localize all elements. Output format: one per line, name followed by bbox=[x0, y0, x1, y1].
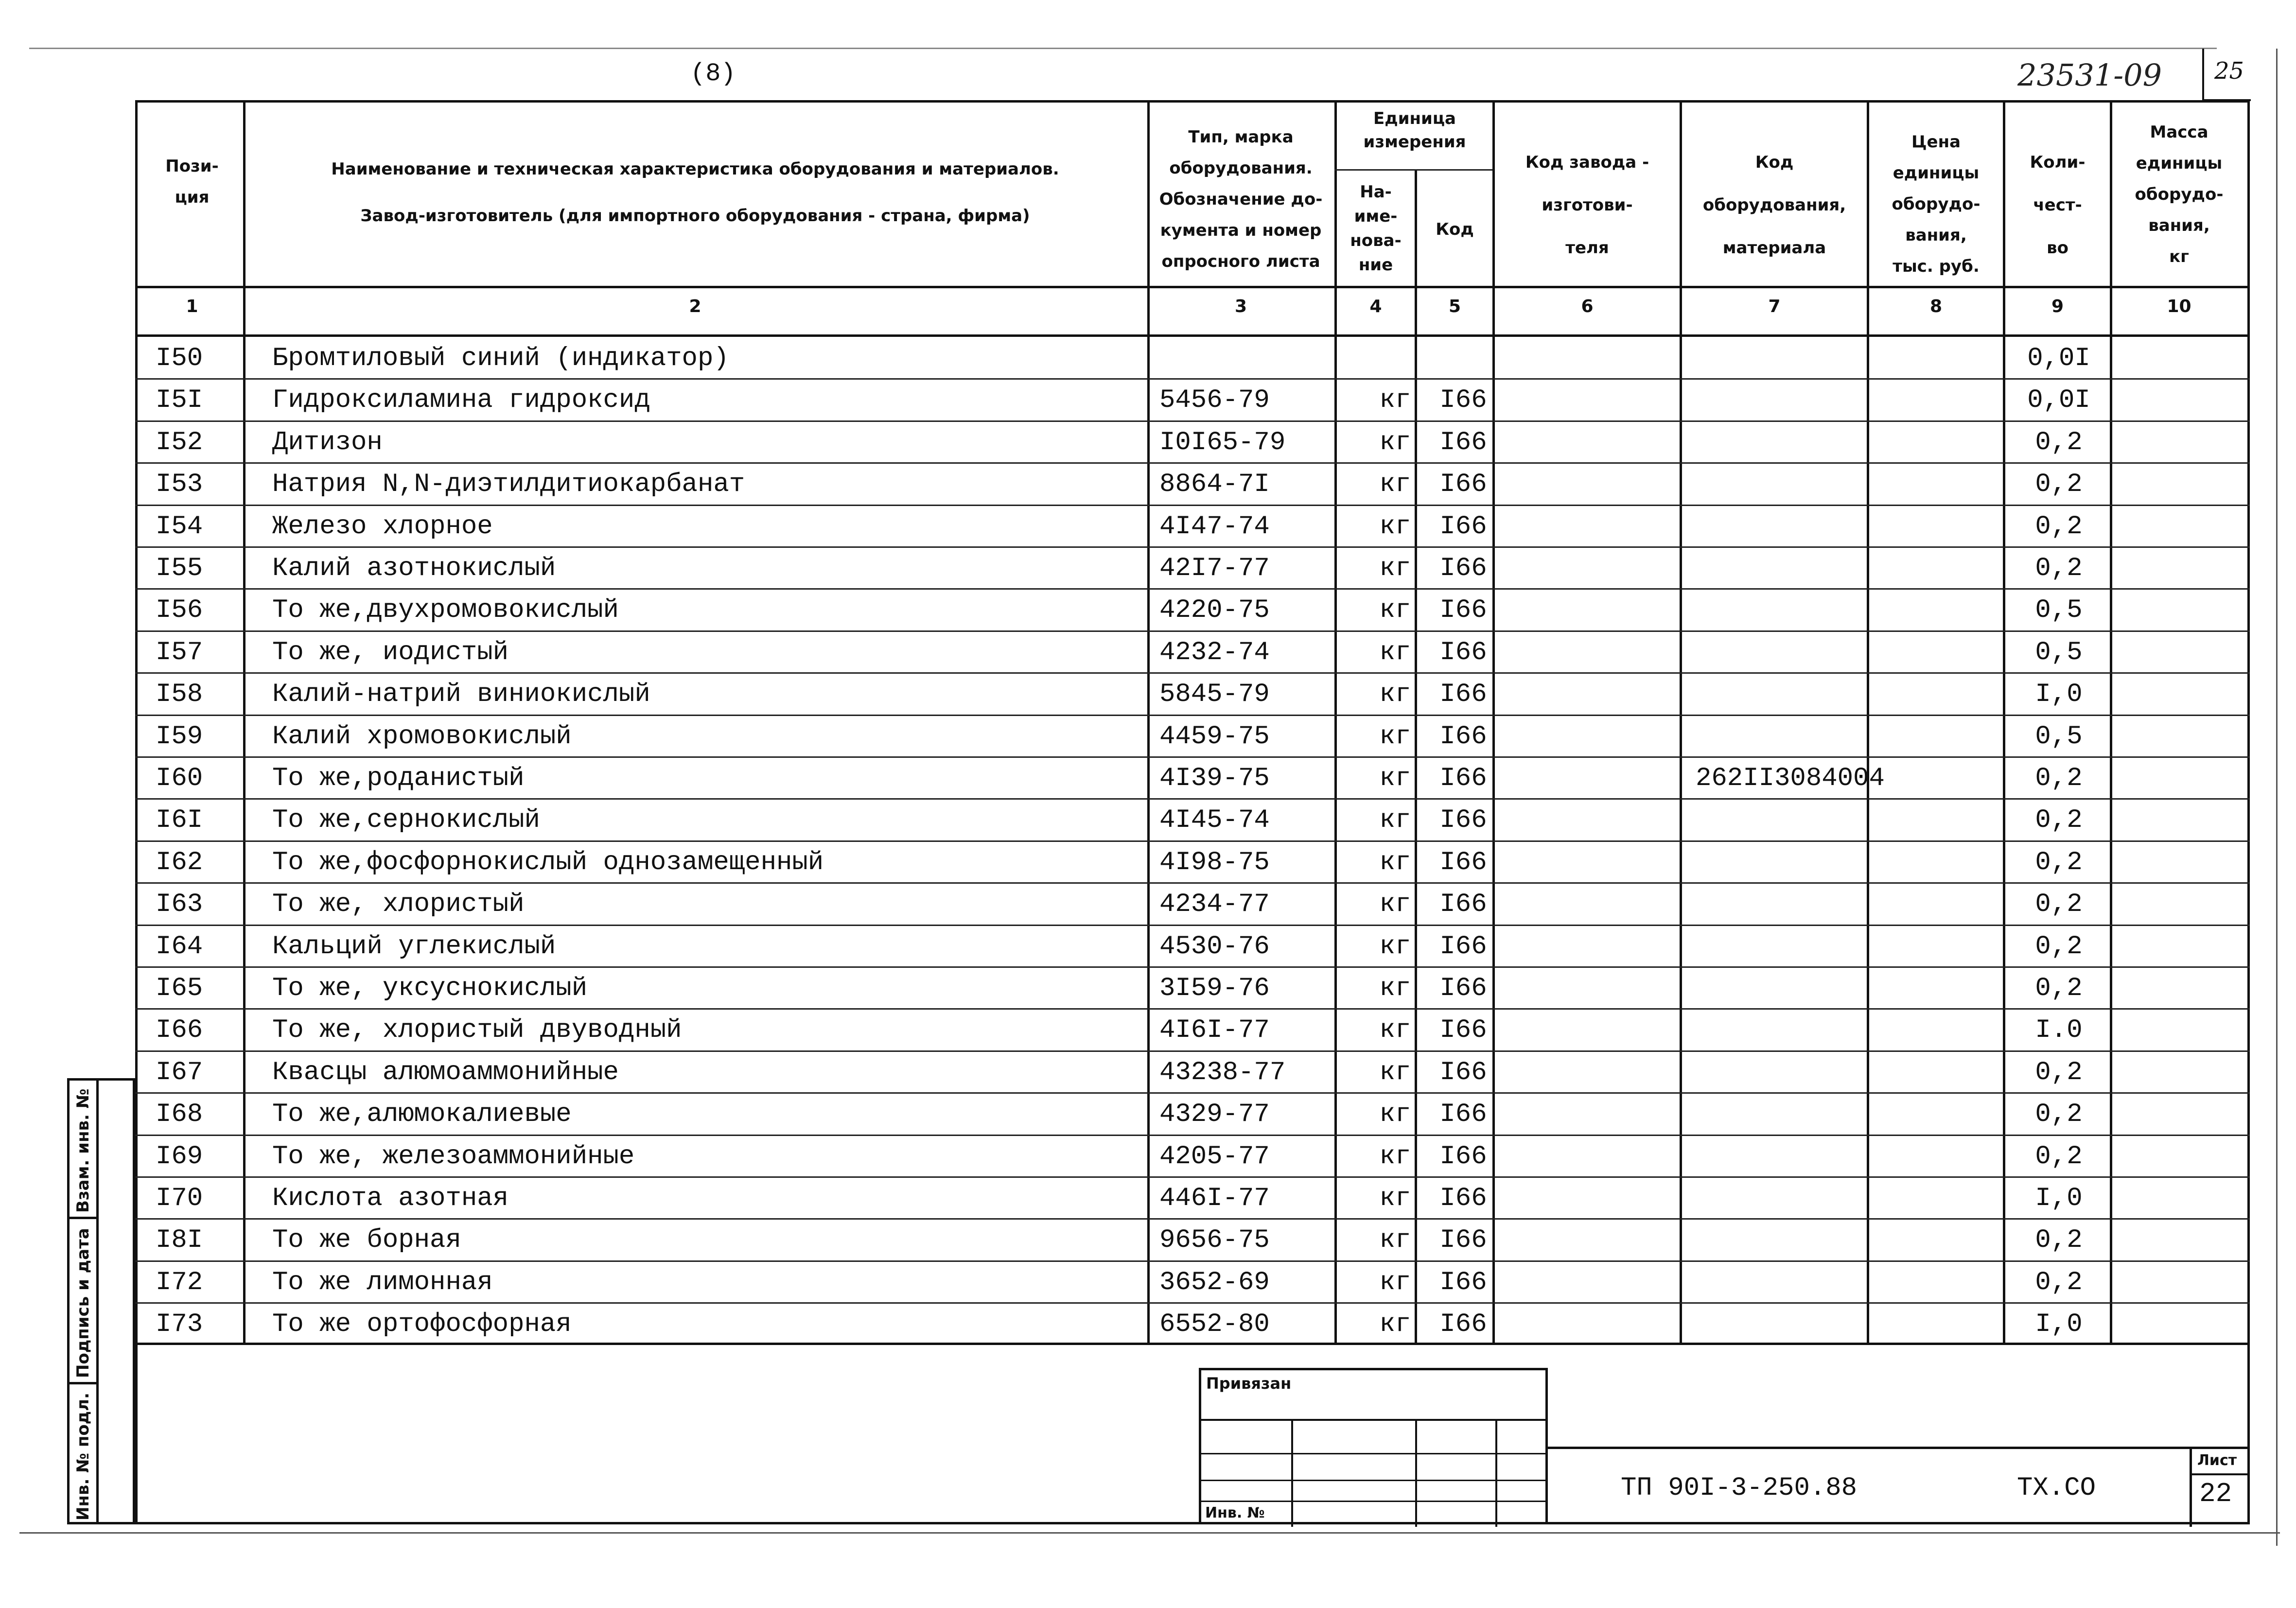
cell-doc: 3652-69 bbox=[1159, 1267, 1270, 1297]
cell-doc: 5845-79 bbox=[1159, 680, 1270, 710]
cell-doc: 4220-75 bbox=[1159, 595, 1270, 626]
cell-code: I66 bbox=[1439, 805, 1487, 836]
cell-code: I66 bbox=[1439, 1141, 1487, 1171]
cell-name: То же,алюмокалиевые bbox=[272, 1100, 572, 1130]
cell-code: I66 bbox=[1439, 1267, 1487, 1297]
cell-pos: I54 bbox=[156, 511, 203, 542]
cell-equip-code: 262II3084004 bbox=[1696, 764, 1885, 793]
cell-pos: I50 bbox=[156, 344, 203, 373]
cell-unit: кг bbox=[1379, 470, 1411, 500]
cell-unit: кг bbox=[1379, 721, 1411, 752]
header-bottom-line bbox=[135, 286, 2250, 288]
cell-doc: 4I39-75 bbox=[1159, 764, 1270, 793]
row-divider bbox=[135, 378, 2250, 380]
cell-doc: 8864-7I bbox=[1159, 470, 1270, 500]
row-divider bbox=[135, 420, 2250, 422]
row-divider bbox=[135, 505, 2250, 506]
cell-name: Квасцы алюмоаммонийные bbox=[272, 1057, 619, 1087]
cell-qty: I,0 bbox=[2035, 680, 2083, 710]
cell-code: I66 bbox=[1439, 931, 1487, 961]
cell-code: I66 bbox=[1439, 595, 1487, 626]
cell-doc: 5456-79 bbox=[1159, 385, 1270, 416]
header-name: Наименование и техническая характеристика оборудования и материалов. Завод-изготовитель (для импортного оборудования - страна, фирма) bbox=[331, 159, 1059, 226]
sheet-number: 22 bbox=[2199, 1478, 2232, 1509]
cell-unit: кг bbox=[1379, 1057, 1411, 1087]
row-divider bbox=[135, 588, 2250, 590]
cell-qty: 0,2 bbox=[2035, 554, 2083, 583]
cell-name: То же,фосфорнокислый однозамещенный bbox=[272, 847, 824, 877]
cell-doc: 4329-77 bbox=[1159, 1100, 1270, 1130]
row-divider bbox=[135, 1302, 2250, 1304]
colnum-9: 9 bbox=[2051, 297, 2064, 316]
header-quantity: Коли- чест- во bbox=[2030, 153, 2086, 258]
cell-doc: 3I59-76 bbox=[1159, 974, 1270, 1003]
cell-name: То же, хлористый bbox=[272, 890, 525, 920]
exchange-inv-label: Взам. инв. № bbox=[73, 1088, 93, 1213]
cell-unit: кг bbox=[1379, 595, 1411, 626]
colnum-6: 6 bbox=[1581, 297, 1594, 316]
cell-doc: 4I45-74 bbox=[1159, 805, 1270, 836]
cell-code: I66 bbox=[1439, 1100, 1487, 1130]
row-divider bbox=[135, 630, 2250, 632]
right-edge-line bbox=[2276, 49, 2278, 1546]
cell-pos: I57 bbox=[156, 637, 203, 667]
side-signature-strip bbox=[67, 1078, 135, 1524]
cell-qty: 0,2 bbox=[2035, 890, 2083, 920]
data-bottom-line bbox=[135, 1343, 2250, 1345]
cell-name: То же ортофосфорная bbox=[272, 1310, 572, 1340]
cell-pos: I63 bbox=[156, 890, 203, 920]
header-mass: Масса единицы оборудо- вания, кг bbox=[2135, 122, 2224, 266]
cell-unit: кг bbox=[1379, 385, 1411, 416]
cell-code: I66 bbox=[1439, 1057, 1487, 1087]
cell-pos: I59 bbox=[156, 721, 203, 752]
cell-unit: кг bbox=[1379, 1141, 1411, 1171]
row-divider bbox=[135, 756, 2250, 758]
cell-code: I66 bbox=[1439, 764, 1487, 793]
cell-name: Натрия N,N-диэтилдитиокарбанат bbox=[272, 470, 745, 500]
cell-unit: кг bbox=[1379, 931, 1411, 961]
cell-doc: 4I98-75 bbox=[1159, 847, 1270, 877]
colnum-3: 3 bbox=[1234, 297, 1247, 316]
cell-doc: 43238-77 bbox=[1159, 1057, 1286, 1087]
cell-unit: кг bbox=[1379, 890, 1411, 920]
inv-number-label: Инв. № bbox=[1205, 1504, 1265, 1521]
cell-qty: I.0 bbox=[2035, 1015, 2083, 1046]
row-divider bbox=[135, 1135, 2250, 1136]
cell-name: Калий хромовокислый bbox=[272, 721, 572, 752]
header-type: Тип, марка оборудования. Обозначение до- кумента и номер опросного листа bbox=[1159, 127, 1323, 271]
cell-unit: кг bbox=[1379, 1015, 1411, 1046]
cell-name: То же,сернокислый bbox=[272, 805, 540, 836]
cell-name: То же, уксуснокислый bbox=[272, 974, 588, 1003]
corner-page-number: 25 bbox=[2214, 57, 2244, 85]
cell-qty: 0,5 bbox=[2035, 595, 2083, 626]
document-code: ТП 90I-3-250.88 bbox=[1621, 1473, 1858, 1503]
cell-doc: 4234-77 bbox=[1159, 890, 1270, 920]
cell-qty: I,0 bbox=[2035, 1310, 2083, 1340]
cell-doc: 9656-75 bbox=[1159, 1225, 1270, 1256]
row-divider bbox=[135, 1218, 2250, 1220]
cell-name: Бромтиловый синий (индикатор) bbox=[272, 344, 729, 373]
cell-qty: 0,5 bbox=[2035, 637, 2083, 667]
cell-doc: 4205-77 bbox=[1159, 1141, 1270, 1171]
cell-pos: I6I bbox=[156, 805, 203, 836]
row-divider bbox=[135, 840, 2250, 842]
row-divider bbox=[135, 882, 2250, 884]
cell-pos: I5I bbox=[156, 385, 203, 416]
cell-qty: 0,0I bbox=[2027, 344, 2090, 373]
cell-qty: 0,2 bbox=[2035, 427, 2083, 457]
signature-date-label: Подпись и дата bbox=[73, 1228, 93, 1378]
cell-qty: 0,2 bbox=[2035, 470, 2083, 500]
colnum-5: 5 bbox=[1448, 297, 1461, 316]
row-divider bbox=[135, 1176, 2250, 1178]
cell-name: То же лимонная bbox=[272, 1267, 493, 1297]
cell-code: I66 bbox=[1439, 974, 1487, 1003]
cell-qty: 0,2 bbox=[2035, 1225, 2083, 1256]
colnum-7: 7 bbox=[1768, 297, 1781, 316]
cell-unit: кг bbox=[1379, 1225, 1411, 1256]
cell-name: Гидроксиламина гидроксид bbox=[272, 385, 650, 416]
row-divider bbox=[135, 546, 2250, 548]
cell-name: Дитизон bbox=[272, 427, 383, 457]
cell-code: I66 bbox=[1439, 847, 1487, 877]
cell-code: I66 bbox=[1439, 721, 1487, 752]
cell-name: То же,двухромовокислый bbox=[272, 595, 619, 626]
cell-qty: 0,0I bbox=[2027, 385, 2090, 416]
inv-sub-label: Инв. № подл. bbox=[73, 1392, 93, 1521]
cell-unit: кг bbox=[1379, 511, 1411, 542]
attachment-stamp bbox=[1199, 1368, 1548, 1524]
cell-name: То же,роданистый bbox=[272, 764, 525, 793]
colnum-bottom-line bbox=[135, 334, 2250, 337]
cell-name: То же борная bbox=[272, 1225, 461, 1256]
cell-unit: кг bbox=[1379, 1310, 1411, 1340]
cell-code: I66 bbox=[1439, 385, 1487, 416]
header-position: Пози- ция bbox=[165, 157, 219, 207]
cell-pos: I64 bbox=[156, 931, 203, 961]
cell-name: Железо хлорное bbox=[272, 511, 493, 542]
cell-doc: 4I47-74 bbox=[1159, 511, 1270, 542]
colnum-1: 1 bbox=[186, 297, 198, 316]
row-divider bbox=[135, 715, 2250, 716]
cell-qty: 0,2 bbox=[2035, 764, 2083, 793]
cell-qty: 0,2 bbox=[2035, 847, 2083, 877]
row-divider bbox=[135, 1008, 2250, 1010]
cell-unit: кг bbox=[1379, 427, 1411, 457]
cell-qty: 0,2 bbox=[2035, 511, 2083, 542]
cell-pos: I66 bbox=[156, 1015, 203, 1046]
cell-qty: 0,2 bbox=[2035, 1100, 2083, 1130]
cell-name: Калий-натрий виниокислый bbox=[272, 680, 650, 710]
cell-doc: 6552-80 bbox=[1159, 1310, 1270, 1340]
cell-unit: кг bbox=[1379, 805, 1411, 836]
cell-qty: 0,2 bbox=[2035, 974, 2083, 1003]
header-unit-code: Код bbox=[1436, 220, 1474, 239]
section-code: ТХ.СО bbox=[2017, 1473, 2096, 1503]
row-divider bbox=[135, 925, 2250, 926]
cell-code: I66 bbox=[1439, 427, 1487, 457]
cell-doc: I0I65-79 bbox=[1159, 427, 1286, 457]
header-price: Цена единицы оборудо- вания, тыс. руб. bbox=[1892, 132, 1981, 276]
cell-code: I66 bbox=[1439, 554, 1487, 583]
cell-name: То же, иодистый bbox=[272, 637, 509, 667]
cell-unit: кг bbox=[1379, 1184, 1411, 1213]
colnum-10: 10 bbox=[2167, 297, 2191, 316]
header-equipment-code: Код оборудования, материала bbox=[1702, 153, 1846, 258]
cell-code: I66 bbox=[1439, 1184, 1487, 1213]
cell-name: Калий азотнокислый bbox=[272, 554, 556, 583]
cell-unit: кг bbox=[1379, 847, 1411, 877]
colnum-2: 2 bbox=[689, 297, 701, 316]
cell-doc: 4459-75 bbox=[1159, 721, 1270, 752]
cell-doc: 4232-74 bbox=[1159, 637, 1270, 667]
cell-name: То же, хлористый двуводный bbox=[272, 1015, 682, 1046]
cell-pos: I70 bbox=[156, 1184, 203, 1213]
row-divider bbox=[135, 798, 2250, 800]
cell-pos: I69 bbox=[156, 1141, 203, 1171]
row-divider bbox=[135, 1260, 2250, 1262]
colnum-8: 8 bbox=[1929, 297, 1943, 316]
sheet-label: Лист bbox=[2197, 1452, 2237, 1469]
top-edge-line bbox=[29, 48, 2217, 49]
cell-code: I66 bbox=[1439, 1310, 1487, 1340]
page-marker: (8) bbox=[690, 59, 736, 88]
title-block bbox=[1548, 1447, 2250, 1524]
cell-pos: I65 bbox=[156, 974, 203, 1003]
cell-qty: 0,2 bbox=[2035, 1141, 2083, 1171]
cell-unit: кг bbox=[1379, 974, 1411, 1003]
table-top-line bbox=[135, 100, 2250, 103]
row-divider bbox=[135, 1092, 2250, 1094]
cell-qty: 0,2 bbox=[2035, 1267, 2083, 1297]
colnum-4: 4 bbox=[1369, 297, 1382, 316]
cell-name: Кальций углекислый bbox=[272, 931, 556, 961]
cell-pos: I8I bbox=[156, 1225, 203, 1256]
cell-doc: 42I7-77 bbox=[1159, 554, 1270, 583]
attached-label: Привязан bbox=[1206, 1374, 1292, 1393]
cell-code: I66 bbox=[1439, 680, 1487, 710]
cell-qty: 0,2 bbox=[2035, 805, 2083, 836]
cell-unit: кг bbox=[1379, 764, 1411, 793]
cell-qty: I,0 bbox=[2035, 1184, 2083, 1213]
cell-pos: I62 bbox=[156, 847, 203, 877]
cell-unit: кг bbox=[1379, 1267, 1411, 1297]
cell-pos: I53 bbox=[156, 470, 203, 500]
cell-unit: кг bbox=[1379, 1100, 1411, 1130]
row-divider bbox=[135, 462, 2250, 464]
cell-name: То же, железоаммонийные bbox=[272, 1141, 635, 1171]
cell-doc: 4I6I-77 bbox=[1159, 1015, 1270, 1046]
cell-doc: 4530-76 bbox=[1159, 931, 1270, 961]
cell-pos: I60 bbox=[156, 764, 203, 793]
row-divider bbox=[135, 672, 2250, 674]
cell-code: I66 bbox=[1439, 1225, 1487, 1256]
row-divider bbox=[135, 1050, 2250, 1052]
header-factory-code: Код завода - изготови- теля bbox=[1525, 153, 1649, 258]
header-unit-group: Единица измерения bbox=[1363, 109, 1466, 152]
cell-pos: I55 bbox=[156, 554, 203, 583]
cell-pos: I73 bbox=[156, 1310, 203, 1340]
header-unit-name: На- име- нова- ние bbox=[1350, 182, 1402, 275]
cell-unit: кг bbox=[1379, 637, 1411, 667]
cell-qty: 0,2 bbox=[2035, 1057, 2083, 1087]
cell-pos: I72 bbox=[156, 1267, 203, 1297]
cell-pos: I68 bbox=[156, 1100, 203, 1130]
document-number-stamp: 23531-09 bbox=[2017, 57, 2162, 93]
cell-code: I66 bbox=[1439, 511, 1487, 542]
cell-doc: 446I-77 bbox=[1159, 1184, 1270, 1213]
cell-qty: 0,5 bbox=[2035, 721, 2083, 752]
cell-code: I66 bbox=[1439, 470, 1487, 500]
row-divider bbox=[135, 966, 2250, 968]
cell-pos: I52 bbox=[156, 427, 203, 457]
bottom-edge-line bbox=[19, 1532, 2280, 1534]
cell-name: Кислота азотная bbox=[272, 1184, 509, 1213]
cell-unit: кг bbox=[1379, 680, 1411, 710]
cell-code: I66 bbox=[1439, 1015, 1487, 1046]
cell-code: I66 bbox=[1439, 637, 1487, 667]
cell-pos: I56 bbox=[156, 595, 203, 626]
cell-pos: I67 bbox=[156, 1057, 203, 1087]
cell-pos: I58 bbox=[156, 680, 203, 710]
cell-unit: кг bbox=[1379, 554, 1411, 583]
cell-code: I66 bbox=[1439, 890, 1487, 920]
cell-qty: 0,2 bbox=[2035, 931, 2083, 961]
